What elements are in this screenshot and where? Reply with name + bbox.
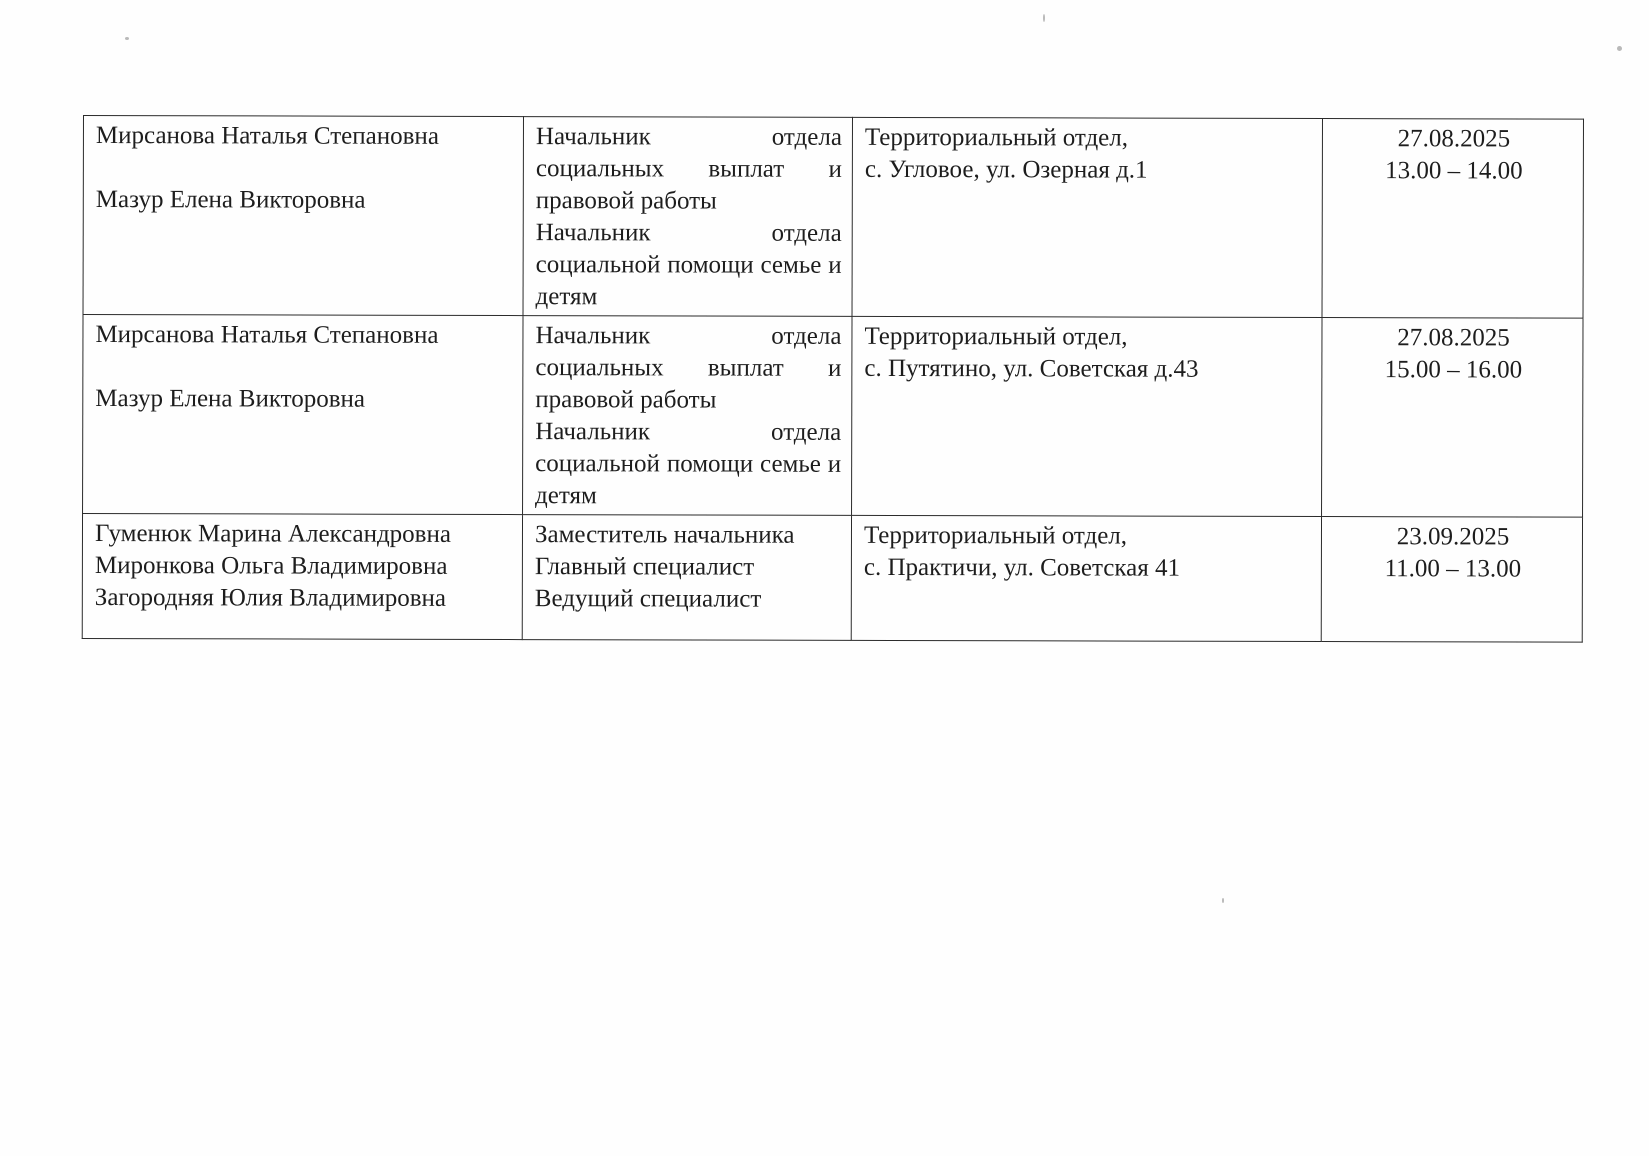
person-position: Заместитель начальника	[534, 521, 795, 549]
reception-schedule-table	[82, 115, 1584, 643]
reception-date: 23.09.2025	[1396, 523, 1510, 551]
datetime-cell	[1322, 119, 1583, 319]
person-position: Ведущий специалист	[534, 585, 762, 613]
person-position: Начальник отдела социальных выплат и правовой работы	[535, 123, 842, 215]
reception-time: 15.00 – 16.00	[1384, 356, 1523, 384]
datetime-cell	[1322, 318, 1583, 518]
names-cell	[82, 514, 522, 640]
person-name: Мазур Елена Викторовна	[95, 385, 366, 413]
datetime-cell	[1321, 517, 1582, 643]
scan-speck	[125, 37, 129, 40]
person-name: Миронкова Ольга Владимировна	[94, 552, 448, 580]
positions-cell	[523, 316, 852, 516]
person-name: Мазур Елена Викторовна	[95, 186, 366, 214]
table-row	[83, 116, 1583, 319]
person-position: Главный специалист	[534, 553, 755, 581]
positions-cell	[523, 117, 852, 317]
table-row	[83, 315, 1583, 518]
person-position: Начальник отдела социальной помощи семье и детям	[535, 418, 842, 510]
person-name: Гуменюк Марина Александровна	[94, 520, 452, 548]
reception-time: 11.00 – 13.00	[1384, 555, 1522, 583]
address-line: с. Практичи, ул. Советская 41	[863, 553, 1181, 582]
address-line: с. Путятино, ул. Советская д.43	[864, 354, 1199, 383]
address-cell	[852, 316, 1322, 516]
address-line: Территориальный отдел,	[863, 521, 1128, 550]
reception-time: 13.00 – 14.00	[1385, 157, 1523, 185]
person-name: Мирсанова Наталья Степановна	[95, 122, 439, 150]
scan-speck	[1222, 898, 1224, 903]
names-cell	[83, 116, 523, 316]
address-line: Территориальный отдел,	[864, 322, 1128, 351]
names-cell	[83, 315, 523, 515]
address-line: Территориальный отдел,	[864, 123, 1129, 152]
person-position: Начальник отдела социальных выплат и правовой работы	[535, 322, 842, 414]
address-cell	[851, 515, 1321, 641]
reception-date: 27.08.2025	[1397, 125, 1511, 153]
address-line: с. Угловое, ул. Озерная д.1	[864, 155, 1148, 184]
scan-speck	[1617, 46, 1622, 51]
address-cell	[852, 117, 1322, 317]
person-name: Мирсанова Наталья Степановна	[95, 321, 439, 349]
positions-cell	[522, 515, 851, 641]
reception-date: 27.08.2025	[1397, 324, 1510, 352]
person-name: Загородняя Юлия Владимировна	[94, 584, 447, 612]
scan-speck	[1043, 14, 1045, 22]
person-position: Начальник отдела социальной помощи семье и детям	[535, 219, 842, 311]
table-row	[82, 514, 1582, 643]
